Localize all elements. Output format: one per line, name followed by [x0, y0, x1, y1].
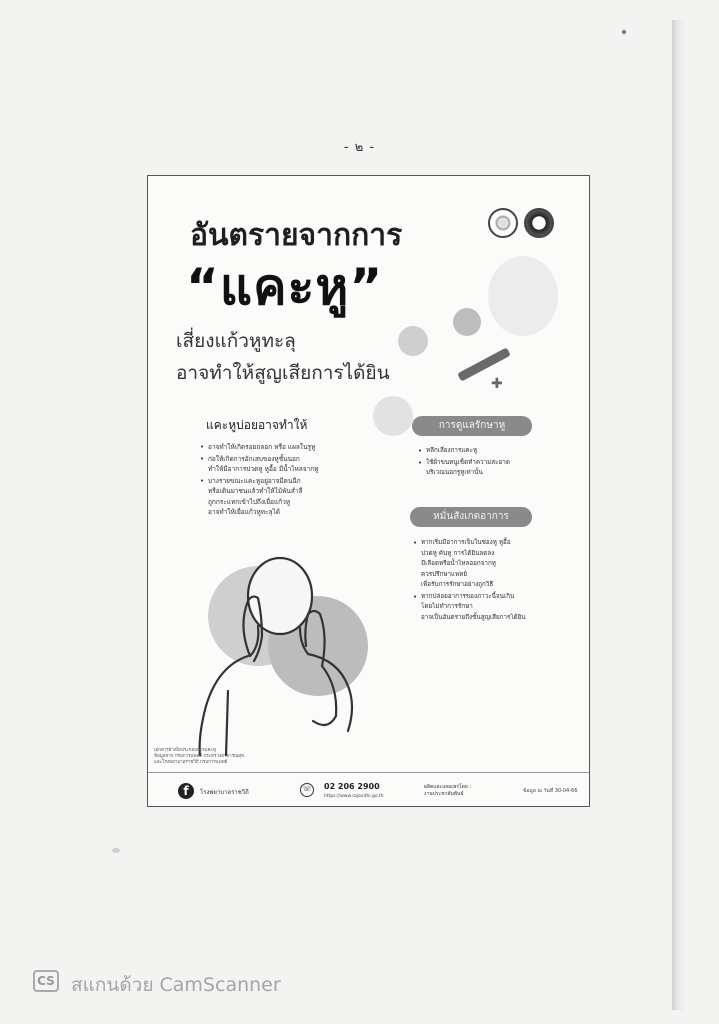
watermark-text: สแกนด้วย CamScanner	[71, 974, 281, 996]
subtitle-line1: เสี่ยงแก้วหูทะลุ	[176, 330, 296, 352]
list-item: • บางรายขณะแคะหูอยู่อาจมีคนฉีก หรือเดินมาชนแล้วทำให้ไม้พันสำลี ถูกกระแทกเข้าไปถึงเยื่อแก้วหู อาจทำให้เยื่อแก้วหูทะลุได้	[200, 476, 370, 518]
poster-footer	[148, 772, 590, 807]
camscanner-logo-icon: CS	[33, 970, 59, 992]
caution-list	[413, 538, 543, 624]
title-line1: อันตรายจากการ	[190, 218, 403, 253]
hospital-logo	[488, 208, 518, 238]
list-item: • หากเริ่มมีอาการเจ็บในช่องหู หูอื้อ ปวดหู คันหู การได้ยินลดลง มีเลือดหรือน้ำไหลออกจากหู ควรปรึกษาแพทย์ เพื่อรับการรักษาอย่างถูกวิธี	[413, 538, 543, 591]
scan-speck	[112, 848, 120, 853]
references-note: เอกสารอ้างอิงประกอบการแคะหู ข้อมูลจาก กรมการแพทย์ กระทรวงสาธารณสุข และโรงพยาบาลราชวิถี กรมการแพทย์	[154, 748, 245, 765]
poster	[147, 175, 590, 807]
facebook-name: โรงพยาบาลราชวิถี	[200, 789, 249, 796]
plus-icon: ✚	[491, 376, 503, 392]
risks-heading: แคะหูบ่อยอาจทำให้	[206, 418, 308, 432]
website-url: https://www.rajavithi.go.th	[324, 794, 384, 799]
logos	[488, 208, 578, 258]
decor-blob	[373, 396, 413, 436]
care-list	[418, 446, 548, 480]
person-touching-ears-illustration	[188, 556, 368, 756]
subtitle-line2: อาจทำให้สูญเสียการได้ยิน	[176, 362, 390, 384]
list-item: • ก่อให้เกิดการอักเสบของหูชั้นนอก ทำให้มีอาการปวดหู หูอื้อ มีน้ำไหลจากหู	[200, 454, 370, 475]
page-edge-shadow	[672, 20, 686, 1010]
ministry-logo	[524, 208, 554, 238]
page-number: - ๒ -	[343, 140, 376, 155]
title-line2: “แคะหู”	[186, 258, 384, 316]
date-info: ข้อมูล ณ วันที่ 30-04-66	[523, 788, 578, 794]
list-item: • ใช้ผ้าขนหนูเช็ดทำความสะอาด บริเวณนอกรูหูเท่านั้น	[418, 458, 548, 479]
cotton-swab-icon	[457, 347, 511, 381]
list-item: • อาจทำให้เกิดรอยถลอก หรือ แผลในรูหู	[200, 442, 370, 453]
scan-speck	[622, 30, 626, 34]
decor-blob	[398, 326, 428, 356]
phone-icon: ☏	[300, 783, 314, 797]
care-label: การดูแลรักษาหู	[412, 416, 532, 436]
credit-text: ผลิตและเผยแพร่โดย : งานประชาสัมพันธ์	[424, 784, 472, 797]
phone-number: 02 206 2900	[324, 782, 380, 791]
list-item: • หากปล่อยอาการของภาวะนี้จนเกิน โดยไม่ทำการรักษา อาจเป็นอันตรายถึงขั้นสูญเสียการได้ยิน	[413, 592, 543, 624]
facebook-icon: f	[178, 783, 194, 799]
risks-list	[200, 442, 370, 519]
caution-label: หมั่นสังเกตอาการ	[410, 507, 532, 527]
decor-blob	[453, 308, 481, 336]
decor-blob	[488, 256, 558, 336]
list-item: • หลีกเลี่ยงการแคะหู	[418, 446, 548, 457]
